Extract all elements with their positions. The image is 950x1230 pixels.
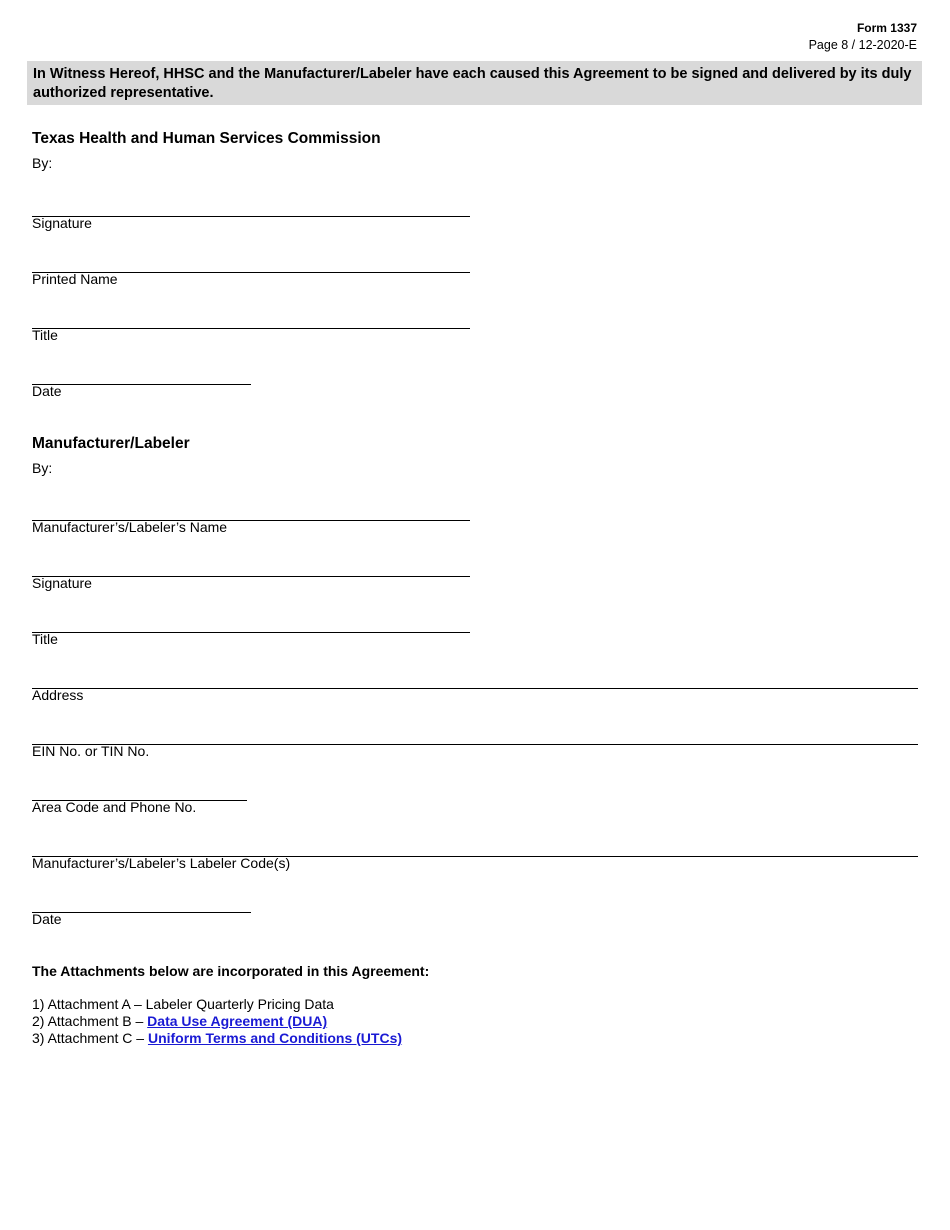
- manufacturer-date-field[interactable]: [32, 912, 251, 913]
- hhsc-section-title: Texas Health and Human Services Commission: [32, 130, 381, 147]
- hhsc-date-field[interactable]: [32, 384, 251, 385]
- form-number: Form 1337: [856, 21, 917, 35]
- attachment-item-c: [32, 1030, 402, 1047]
- manufacturer-ein-label: EIN No. or TIN No.: [32, 743, 150, 759]
- attachments-heading: The Attachments below are incorporated in this Agreement:: [32, 963, 430, 979]
- attachment-item-b: [32, 1013, 402, 1030]
- hhsc-title-field[interactable]: [32, 328, 470, 329]
- manufacturer-section-title: Manufacturer/Labeler: [32, 435, 190, 452]
- hhsc-date-label: Date: [32, 383, 62, 399]
- attachment-item-a: [32, 996, 402, 1013]
- hhsc-by-label: By:: [32, 155, 53, 171]
- manufacturer-signature-label: Signature: [32, 575, 92, 591]
- manufacturer-ein-field[interactable]: [32, 744, 918, 745]
- manufacturer-address-label: Address: [32, 687, 84, 703]
- manufacturer-title-field[interactable]: [32, 632, 470, 633]
- attachment-b-prefix: 2) Attachment B –: [32, 1013, 148, 1029]
- hhsc-title-label: Title: [32, 327, 58, 343]
- utc-link[interactable]: Uniform Terms and Conditions (UTCs): [147, 1030, 403, 1046]
- dua-link[interactable]: Data Use Agreement (DUA): [147, 1013, 328, 1029]
- page-info: Page 8 / 12-2020-E: [808, 38, 917, 52]
- manufacturer-title-label: Title: [32, 631, 58, 647]
- manufacturer-labeler-code-label: Manufacturer’s/Labeler’s Labeler Code(s): [32, 855, 291, 871]
- hhsc-signature-label: Signature: [32, 215, 92, 231]
- manufacturer-signature-field[interactable]: [32, 576, 470, 577]
- manufacturer-by-label: By:: [32, 460, 53, 476]
- manufacturer-phone-label: Area Code and Phone No.: [32, 799, 197, 815]
- attachments-list: [32, 996, 402, 1047]
- witness-banner: In Witness Hereof, HHSC and the Manufacturer/Labeler have each caused this Agreement to be signed and delivered by its duly authorized representative.: [27, 61, 922, 105]
- attachment-c-prefix: 3) Attachment C –: [32, 1030, 148, 1046]
- manufacturer-date-label: Date: [32, 911, 62, 927]
- attachment-a-text: 1) Attachment A – Labeler Quarterly Pricing Data: [32, 996, 334, 1012]
- hhsc-signature-field[interactable]: [32, 216, 470, 217]
- manufacturer-name-label: Manufacturer’s/Labeler’s Name: [32, 519, 228, 535]
- manufacturer-address-field[interactable]: [32, 688, 918, 689]
- hhsc-printed-name-label: Printed Name: [32, 271, 118, 287]
